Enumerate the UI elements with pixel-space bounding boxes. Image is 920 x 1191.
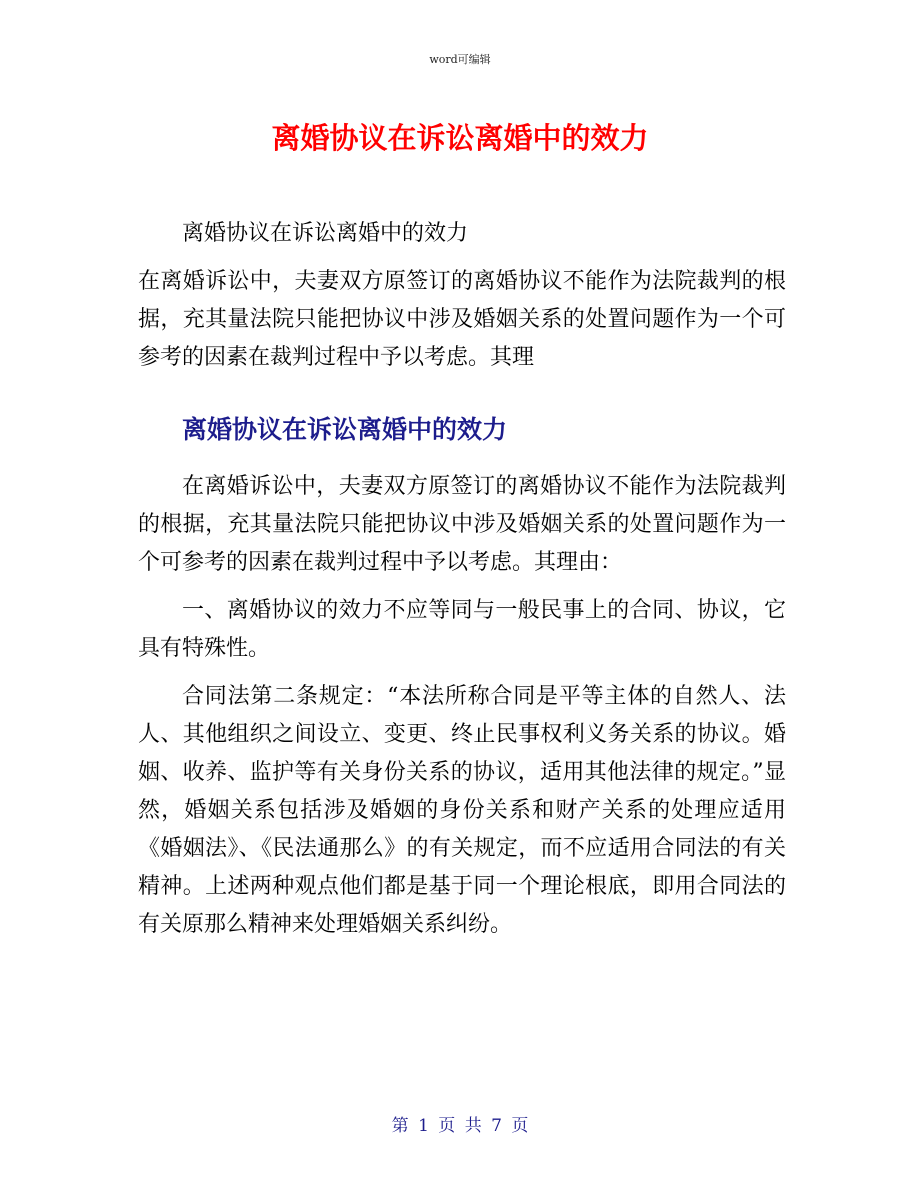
- intro-title: 离婚协议在诉讼离婚中的效力: [182, 221, 469, 246]
- section-title: 离婚协议在诉讼离婚中的效力: [182, 415, 508, 444]
- paragraph-3: 合同法第二条规定：“本法所称合同是平等主体的自然人、法人、其他组织之间设立、变更、终止民事权利义务关系的协议。婚姻、收养、监护等有关身份关系的协议，适用其他法律的规定。”显然，婚姻关系包括涉及婚姻的身份关系和财产关系的处理应适用《婚姻法》、《民法通那么》的有关规定，而不应适用合同法的有关精神。上述两种观点他们都是基于同一个理论根底，即用合同法的有关原那么精神来处理婚姻关系纠纷。: [138, 684, 786, 937]
- paragraph-1: 在离婚诉讼中，夫妻双方原签订的离婚协议不能作为法院裁判的根据，充其量法院只能把协议中涉及婚姻关系的处置问题作为一个可参考的因素在裁判过程中予以考虑。其理由：: [138, 474, 786, 575]
- page-footer: 第 1 页 共 7 页: [391, 1116, 529, 1136]
- paragraph-2: 一、离婚协议的效力不应等同与一般民事上的合同、协议，它具有特殊性。: [138, 598, 786, 661]
- page-header: word可编辑: [429, 53, 491, 66]
- intro-paragraph: 在离婚诉讼中，夫妻双方原签订的离婚协议不能作为法院裁判的根据，充其量法院只能把协议中涉及婚姻关系的处置问题作为一个可参考的因素在裁判过程中予以考虑。其理: [138, 269, 786, 370]
- document-title: 离婚协议在诉讼离婚中的效力: [271, 121, 649, 155]
- content-body: [138, 468, 786, 954]
